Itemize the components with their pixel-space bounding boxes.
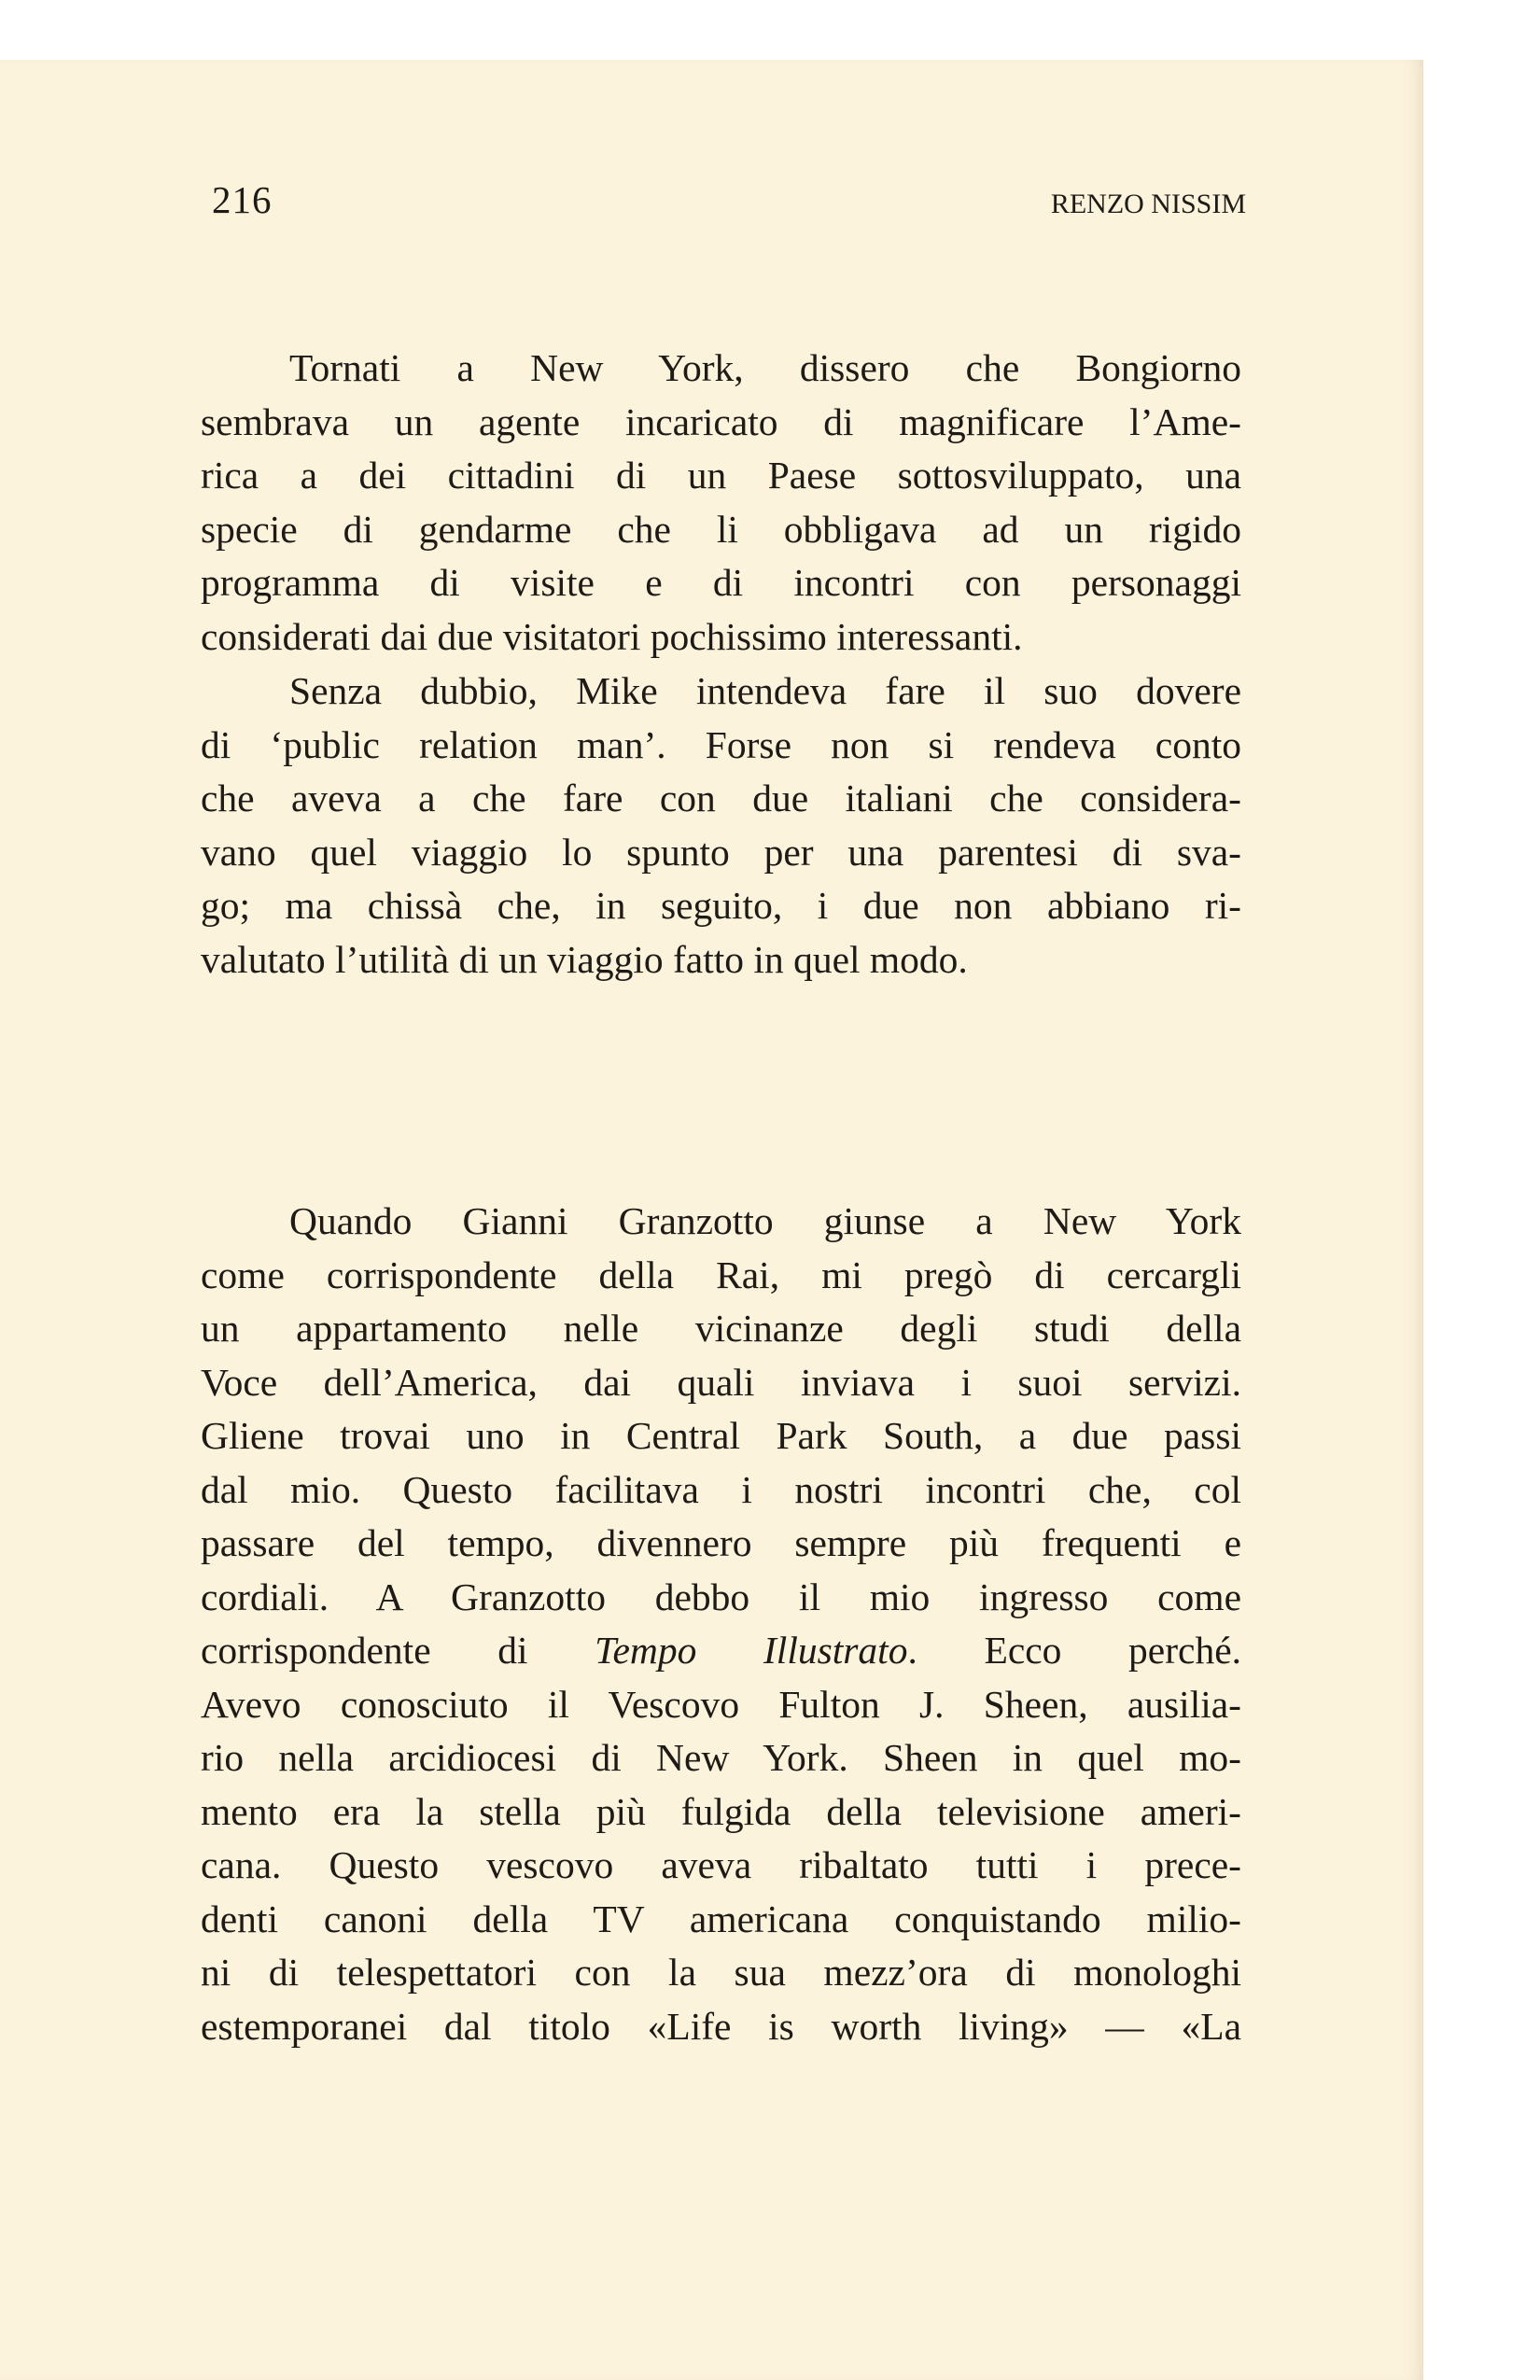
text-line: Tornati a New York, dissero che Bongiorno	[289, 346, 1241, 389]
running-head	[201, 177, 1246, 233]
text-segment: . Ecco perché.	[907, 1629, 1242, 1672]
text-line: sembrava un agente incaricato di magnificare l’Ame-	[201, 399, 1241, 443]
text-line: cordiali. A Granzotto debbo il mio ingresso come	[201, 1575, 1241, 1618]
text-line: Quando Gianni Granzotto giunse a New York	[289, 1199, 1241, 1242]
text-line: passare del tempo, divennero sempre più frequenti e	[201, 1521, 1241, 1564]
text-line: rica a dei cittadini di un Paese sottosviluppato, una	[201, 454, 1241, 497]
running-head-author: RENZO NISSIM	[1050, 189, 1246, 219]
paragraph-2	[201, 665, 1241, 987]
paragraph-1	[201, 342, 1241, 664]
text-line: dal mio. Questo facilitava i nostri incontri che, col	[201, 1467, 1241, 1511]
text-line: Gliene trovai uno in Central Park South, a due passi	[201, 1414, 1241, 1457]
text-line: Avevo conosciuto il Vescovo Fulton J. Sheen, ausilia-	[201, 1682, 1241, 1726]
text-line: come corrispondente della Rai, mi pregò di cercargli	[201, 1253, 1241, 1296]
page-number: 216	[212, 178, 273, 221]
text-line: Voce dell’America, dai quali inviava i suoi servizi.	[201, 1360, 1241, 1404]
text-line: vano quel viaggio lo spunto per una parentesi di sva-	[201, 830, 1241, 874]
text-line: Senza dubbio, Mike intendeva fare il suo dovere	[289, 669, 1241, 712]
text-segment: corrispondente di	[201, 1629, 595, 1672]
italic-title: Tempo Illustrato	[595, 1629, 908, 1672]
text-line: rio nella arcidiocesi di New York. Sheen in quel mo-	[201, 1736, 1241, 1779]
text-line: di ‘public relation man’. Forse non si rendeva conto	[201, 722, 1241, 766]
text-line: ni di telespettatori con la sua mezz’ora di monologhi	[201, 1951, 1241, 1994]
text-line: mento era la stella più fulgida della televisione ameri-	[201, 1789, 1241, 1833]
text-line: valutato l’utilità di un viaggio fatto in quel modo.	[201, 937, 968, 981]
text-line: programma di visite e di incontri con personaggi	[201, 561, 1241, 604]
paragraph-3	[201, 1195, 1241, 2053]
text-line: cana. Questo vescovo aveva ribaltato tutti i prece-	[201, 1843, 1241, 1886]
text-line: specie di gendarme che li obbligava ad un rigido	[201, 507, 1241, 551]
text-line: denti canoni della TV americana conquistando milio-	[201, 1897, 1241, 1940]
text-line: un appartamento nelle vicinanze degli studi della	[201, 1307, 1241, 1350]
text-line	[201, 1624, 1241, 1678]
text-line: considerati dai due visitatori pochissimo interessanti.	[201, 614, 1023, 658]
text-line: che aveva a che fare con due italiani che considera-	[201, 777, 1241, 819]
text-line: estemporanei dal titolo «Life is worth living» — «La	[201, 2004, 1241, 2048]
text-line: go; ma chissà che, in seguito, i due non abbiano ri-	[201, 884, 1241, 927]
